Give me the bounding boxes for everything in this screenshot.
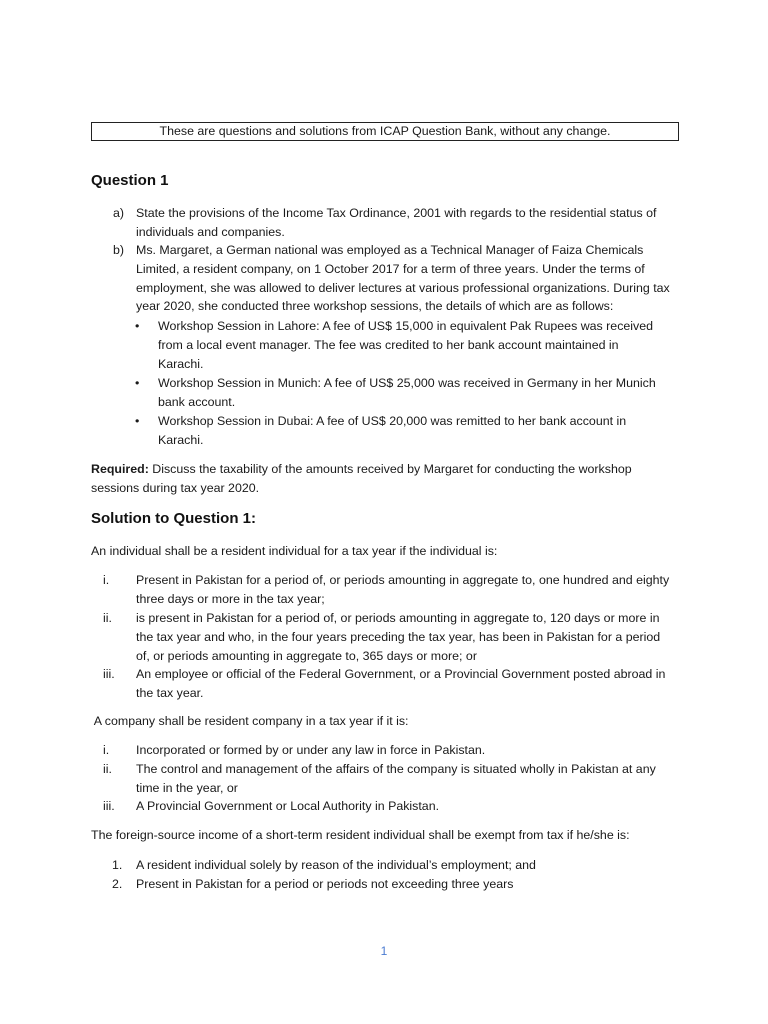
foreign-item-text: A resident individual solely by reason of the individual’s employment; and (136, 858, 536, 872)
list-marker: 2. (112, 877, 123, 891)
solution-heading: Solution to Question 1: (91, 510, 256, 527)
list-marker: i. (103, 743, 110, 757)
individual-item-text: Present in Pakistan for a period of, or periods amounting in aggregate to, one hundred and eighty three days or more in the tax year; (136, 573, 670, 606)
individual-intro: An individual shall be a resident individual for a tax year if the individual is: (91, 544, 498, 558)
company-item-text: Incorporated or formed by or under any law in force in Pakistan. (136, 743, 486, 757)
company-intro: A company shall be resident company in a tax year if it is: (91, 714, 409, 728)
bullet-marker: • (135, 319, 140, 333)
bullet-marker: • (135, 414, 140, 428)
company-item-text: The control and management of the affairs of the company is situated wholly in Pakistan at any time in the year, or (136, 762, 656, 795)
list-item (103, 665, 683, 703)
list-marker: b) (113, 243, 125, 257)
individual-item-text: An employee or official of the Federal Government, or a Provincial Government posted abroad in the tax year. (136, 667, 666, 700)
list-item (103, 609, 683, 666)
workshop-lahore-text: Workshop Session in Lahore: A fee of US$ 15,000 in equivalent Pak Rupees was received from a local event manager. The fee was credited to her bank account maintained in Karachi. (158, 319, 654, 371)
foreign-item-text: Present in Pakistan for a period or periods not exceeding three years (136, 877, 514, 891)
question-heading: Question 1 (91, 172, 169, 189)
list-item (112, 856, 683, 875)
list-item (103, 741, 683, 760)
foreign-income-intro: The foreign-source income of a short-term resident individual shall be exempt from tax if he/she is: (91, 828, 630, 842)
list-marker: i. (103, 573, 110, 587)
bullet-marker: • (135, 376, 140, 390)
list-item (112, 875, 683, 894)
list-item (103, 571, 683, 609)
list-marker: iii. (103, 667, 115, 681)
workshop-dubai-text: Workshop Session in Dubai: A fee of US$ 20,000 was remitted to her bank account in Karachi. (158, 414, 627, 447)
required-label: Required: (91, 462, 149, 476)
required-text: Discuss the taxability of the amounts received by Margaret for conducting the workshop sessions during tax year 2020. (91, 462, 632, 495)
question-part-b (113, 241, 683, 317)
list-marker: iii. (103, 799, 115, 813)
question-part-a-text: State the provisions of the Income Tax Ordinance, 2001 with regards to the residential status of individuals and companies. (136, 206, 657, 239)
list-item (135, 317, 685, 374)
individual-item-text: is present in Pakistan for a period of, or periods amounting in aggregate to, 120 days or more in the tax year and who, in the four years preceding the tax year, has been in Pakistan for a period of, or periods amounting in aggregate to, 365 days or more; or (136, 611, 661, 663)
list-item (103, 797, 683, 816)
disclaimer-banner: These are questions and solutions from ICAP Question Bank, without any change. (91, 122, 679, 141)
list-item (103, 760, 683, 798)
page-number: 1 (380, 944, 388, 958)
question-part-a (113, 204, 683, 242)
workshop-munich-text: Workshop Session in Munich: A fee of US$ 25,000 was received in Germany in her Munich bank account. (158, 376, 656, 409)
list-marker: 1. (112, 858, 123, 872)
list-marker: ii. (103, 762, 112, 776)
list-item (135, 412, 685, 450)
list-marker: ii. (103, 611, 112, 625)
list-item (135, 374, 685, 412)
company-item-text: A Provincial Government or Local Authority in Pakistan. (136, 799, 440, 813)
required-paragraph (91, 460, 683, 498)
list-marker: a) (113, 206, 125, 220)
question-part-b-text: Ms. Margaret, a German national was employed as a Technical Manager of Faiza Chemicals Limited, a resident company, on 1 October 2017 for a term of three years. Under the terms of employment, she was allowed to deliver lectures at various professional organizations. During tax year 2020, she conducted three workshop sessions, the details of which are as follows: (136, 243, 670, 314)
